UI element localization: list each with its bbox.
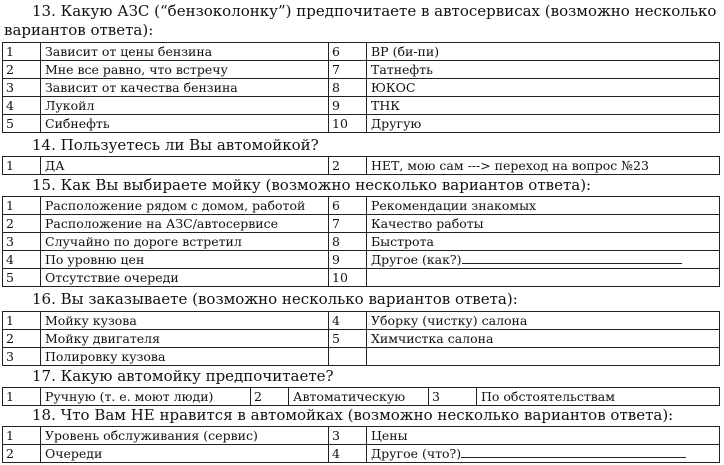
option-label: Сибнефть (41, 115, 329, 133)
option-number: 6 (329, 197, 367, 215)
option-number: 2 (3, 330, 41, 348)
option-row (3, 330, 720, 348)
option-label: ЮКОС (367, 79, 720, 97)
option-label: BP (би-пи) (367, 43, 720, 61)
option-label: Качество работы (367, 215, 720, 233)
option-number: 9 (329, 97, 367, 115)
option-number: 4 (3, 97, 41, 115)
answer-blank-line[interactable] (461, 446, 686, 458)
question-14-title: 14. Пользуетесь ли Вы автомойкой? (32, 136, 319, 154)
option-number: 2 (3, 61, 41, 79)
option-number: 2 (3, 445, 41, 463)
option-number: 3 (329, 427, 367, 445)
option-number: 5 (3, 269, 41, 287)
option-row (3, 427, 720, 445)
option-row (3, 157, 720, 175)
option-label: Ручную (т. е. моют люди) (41, 388, 251, 406)
option-label: ТНК (367, 97, 720, 115)
question-18-title: 18. Что Вам НЕ нравится в автомойках (возможно несколько вариантов ответа): (32, 406, 674, 424)
option-number: 1 (3, 427, 41, 445)
option-row (3, 115, 720, 133)
option-label: Отсутствие очереди (41, 269, 329, 287)
option-number: 2 (329, 157, 367, 175)
option-label: По обстоятельствам (477, 388, 720, 406)
option-row (3, 348, 720, 366)
option-number: 10 (329, 269, 367, 287)
option-number: 6 (329, 43, 367, 61)
question-16-options (2, 311, 720, 366)
option-label: Расположение рядом с домом, работой (41, 197, 329, 215)
option-label: Зависит от качества бензина (41, 79, 329, 97)
option-number: 4 (3, 251, 41, 269)
option-number: 8 (329, 233, 367, 251)
question-13-title: 13. Какую АЗС (“бензоколонку”) предпочитаете в автосервисах (возможно несколько вариантов ответа): (4, 2, 717, 39)
option-label: ДА (41, 157, 329, 175)
question-17-title: 17. Какую автомойку предпочитаете? (32, 367, 334, 385)
option-other-cell (367, 445, 720, 463)
answer-blank-line[interactable] (462, 252, 682, 264)
question-16-title: 16. Вы заказываете (возможно несколько вариантов ответа): (32, 290, 518, 308)
option-label (367, 348, 720, 366)
option-number: 10 (329, 115, 367, 133)
option-row (3, 43, 720, 61)
option-other-cell (367, 251, 720, 269)
option-label: Другое (как?) (371, 252, 462, 267)
option-row (3, 251, 720, 269)
option-number: 1 (3, 388, 41, 406)
option-label: Татнефть (367, 61, 720, 79)
question-17-options (2, 387, 720, 406)
option-label: Другую (367, 115, 720, 133)
option-label: Мойку двигателя (41, 330, 329, 348)
option-number: 8 (329, 79, 367, 97)
option-number: 4 (329, 312, 367, 330)
option-number: 2 (251, 388, 289, 406)
option-row (3, 215, 720, 233)
option-label: НЕТ, мою сам ---> переход на вопрос №23 (367, 157, 720, 175)
option-number: 2 (3, 215, 41, 233)
option-row (3, 269, 720, 287)
option-label: Мне все равно, что встречу (41, 61, 329, 79)
option-label (367, 269, 720, 287)
question-18-options (2, 426, 720, 463)
option-number: 7 (329, 215, 367, 233)
option-label: Цены (367, 427, 720, 445)
option-label: Случайно по дороге встретил (41, 233, 329, 251)
option-row (3, 197, 720, 215)
option-label: Быстрота (367, 233, 720, 251)
option-number: 1 (3, 197, 41, 215)
option-number: 1 (3, 312, 41, 330)
option-label: По уровню цен (41, 251, 329, 269)
option-number: 5 (3, 115, 41, 133)
option-number: 3 (429, 388, 477, 406)
option-number: 3 (3, 79, 41, 97)
option-label: Полировку кузова (41, 348, 329, 366)
question-13-options (2, 42, 720, 133)
option-number: 3 (3, 233, 41, 251)
option-number: 4 (329, 445, 367, 463)
option-label: Мойку кузова (41, 312, 329, 330)
option-label: Расположение на АЗС/автосервисе (41, 215, 329, 233)
option-number: 1 (3, 43, 41, 61)
option-row (3, 312, 720, 330)
option-number: 3 (3, 348, 41, 366)
option-label: Химчистка салона (367, 330, 720, 348)
option-row (3, 233, 720, 251)
option-number: 9 (329, 251, 367, 269)
option-number: 5 (329, 330, 367, 348)
option-row (3, 388, 720, 406)
option-label: Зависит от цены бензина (41, 43, 329, 61)
question-14-options (2, 156, 720, 175)
option-row (3, 61, 720, 79)
option-row (3, 97, 720, 115)
option-label: Уборку (чистку) салона (367, 312, 720, 330)
option-label: Автоматическую (289, 388, 429, 406)
option-label: Другое (что?) (371, 446, 462, 461)
option-row (3, 79, 720, 97)
question-15-title: 15. Как Вы выбираете мойку (возможно несколько вариантов ответа): (32, 176, 592, 194)
question-15-options (2, 196, 720, 287)
option-label: Рекомендации знакомых (367, 197, 720, 215)
option-number (329, 348, 367, 366)
option-row (3, 445, 720, 463)
option-number: 1 (3, 157, 41, 175)
option-label: Лукойл (41, 97, 329, 115)
option-label: Уровень обслуживания (сервис) (41, 427, 329, 445)
option-number: 7 (329, 61, 367, 79)
option-label: Очереди (41, 445, 329, 463)
